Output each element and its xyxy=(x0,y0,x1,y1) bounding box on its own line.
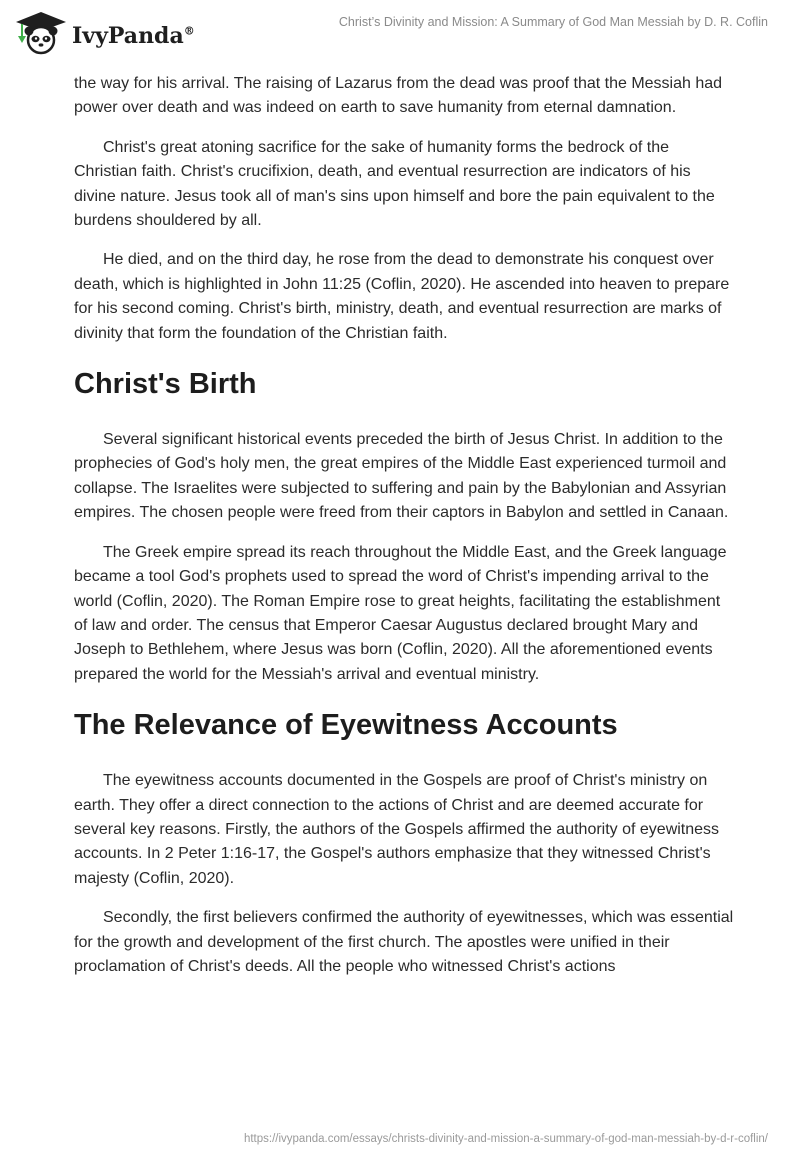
section-heading-eyewitness-accounts: The Relevance of Eyewitness Accounts xyxy=(74,709,618,742)
source-url-link[interactable]: https://ivypanda.com/essays/christs-divinity-and-mission-a-summary-of-god-man-messiah-by-d-r-coflin/ xyxy=(243,1133,768,1145)
logo-text: IvyPanda® xyxy=(72,23,195,49)
paragraph: the way for his arrival. The raising of Lazarus from the dead was proof that the Messiah had power over death and was indeed on earth to save humanity from eternal damnation. xyxy=(74,75,723,117)
page-header xyxy=(0,0,800,70)
paragraph: He died, and on the third day, he rose from the dead to demonstrate his conquest over death, which is highlighted in John 11:25 (Coflin, 2020). He ascended into heaven to prepare for his second coming. Christ's birth, ministry, death, and eventual resurrection are marks of divinity that form the foundation of the Christian faith. xyxy=(74,251,730,342)
paragraph: The eyewitness accounts documented in the Gospels are proof of Christ's ministry on earth. They offer a direct connection to the actions of Christ and are deemed accurate for several key reasons. Firstly, the authors of the Gospels affirmed the authority of eyewitness accounts. In 2 Peter 1:16-17, the Gospel's authors emphasize that they witnessed Christ's majesty (Coflin, 2020). xyxy=(74,772,720,887)
panda-graduate-icon xyxy=(14,10,68,56)
registered-mark: ® xyxy=(183,24,195,38)
ivypanda-logo[interactable] xyxy=(14,10,195,56)
paragraph: The Greek empire spread its reach throughout the Middle East, and the Greek language became a tool God's prophets used to spread the word of Christ's impending arrival to the world (Coflin, 2020). The Roman Empire rose to great heights, facilitating the establishment of law and order. The census that Emperor Caesar Augustus declared brought Mary and Joseph to Bethlehem, where Jesus was born (Coflin, 2020). All the aforementioned events prepared the world for the Messiah's arrival and eventual ministry. xyxy=(74,543,727,683)
section-heading-christs-birth: Christ's Birth xyxy=(74,368,257,401)
paragraph: Several significant historical events preceded the birth of Jesus Christ. In addition to the prophecies of God's holy men, the great empires of the Middle East experienced turmoil and collapse. The Israelites were subjected to suffering and pain by the Babylonian and Assyrian empires. The chosen people were freed from their captors in Babylon and settled in Canaan. xyxy=(74,431,729,522)
paragraph: Secondly, the first believers confirmed the authority of eyewitnesses, which was essential for the growth and development of the first church. The apostles were unified in their proclamation of Christ's deeds. All the people who witnessed Christ's actions xyxy=(74,909,734,975)
paragraph: Christ's great atoning sacrifice for the sake of humanity forms the bedrock of the Christian faith. Christ's crucifixion, death, and eventual resurrection are indicators of his divine nature. Jesus took all of man's sins upon himself and bore the pain equivalent to the burdens shouldered by all. xyxy=(74,138,715,230)
document-title: Christ’s Divinity and Mission: A Summary of God Man Messiah by D. R. Coflin xyxy=(338,15,768,29)
essay-body xyxy=(74,72,734,994)
